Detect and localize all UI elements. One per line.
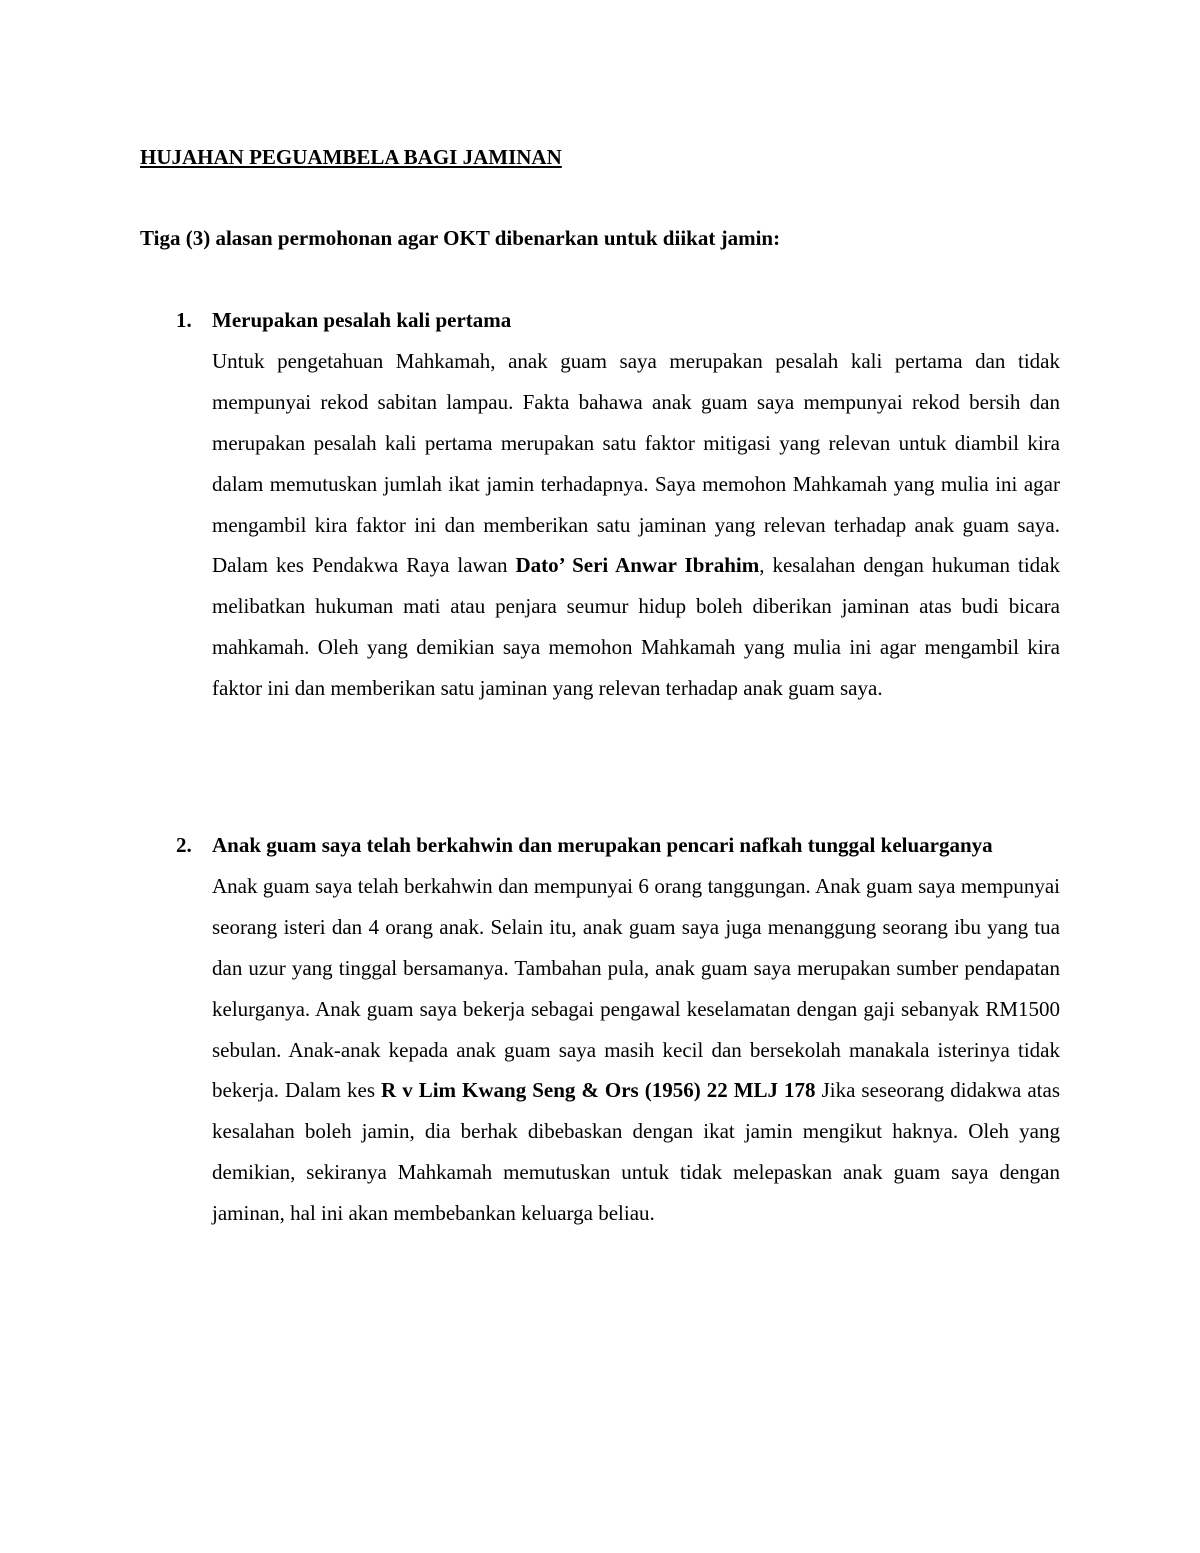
section-heading: Anak guam saya telah berkahwin dan merupakan pencari nafkah tunggal keluarganya [212,833,993,857]
section-body [212,300,1060,709]
section-paragraph [212,341,1060,709]
section-number: 1. [176,308,192,332]
section-number: 2. [176,833,192,857]
document-intro: Tiga (3) alasan permohonan agar OKT dibenarkan untuk diikat jamin: [140,226,781,250]
case-citation: R v Lim Kwang Seng & Ors (1956) 22 MLJ 178 [381,1078,816,1103]
paragraph-text: Jika seseorang didakwa atas kesalahan boleh jamin, dia berhak dibebaskan dengan ikat jamin mengikut haknya. Oleh yang demikian, sekiranya Mahkamah memutuskan untuk tidak melepaskan anak guam saya dengan jaminan, hal ini akan membebankan keluarga beliau. [212,1078,1060,1226]
paragraph-text: , kesalahan dengan hukuman tidak melibatkan hukuman mati atau penjara seumur hidup boleh diberikan jaminan atas budi bicara mahkamah. Oleh yang demikian saya memohon Mahkamah yang mulia ini agar mengambil kira faktor ini dan memberikan satu jaminan yang relevan terhadap anak guam saya. [212,553,1060,701]
paragraph-text: Anak guam saya telah berkahwin dan mempunyai 6 orang tanggungan. Anak guam saya mempunyai seorang isteri dan 4 orang anak. Selain itu, anak guam saya juga menanggung seorang ibu yang tua dan uzur yang tinggal bersamanya. Tambahan pula, anak guam saya merupakan sumber pendapatan kelurganya. Anak guam saya bekerja sebagai pengawal keselamatan dengan gaji sebanyak RM1500 sebulan. Anak-anak kepada anak guam saya masih kecil dan bersekolah manakala isterinya tidak bekerja. Dalam kes [212,873,1060,1103]
section-heading: Merupakan pesalah kali pertama [212,308,512,332]
section-body [212,825,1060,1234]
case-citation: Dato’ Seri Anwar Ibrahim [515,553,760,578]
paragraph-text: Untuk pengetahuan Mahkamah, anak guam saya merupakan pesalah kali pertama dan tidak mempunyai rekod sabitan lampau. Fakta bahawa anak guam saya mempunyai rekod bersih dan merupakan pesalah kali pertama merupakan satu faktor mitigasi yang relevan untuk diambil kira dalam memutuskan jumlah ikat jamin terhadapnya. Saya memohon Mahkamah yang mulia ini agar mengambil kira faktor ini dan memberikan satu jaminan yang relevan terhadap anak guam saya. Dalam kes Pendakwa Raya lawan [212,348,1060,578]
section-paragraph [212,866,1060,1234]
document-title: HUJAHAN PEGUAMBELA BAGI JAMINAN [140,145,562,169]
